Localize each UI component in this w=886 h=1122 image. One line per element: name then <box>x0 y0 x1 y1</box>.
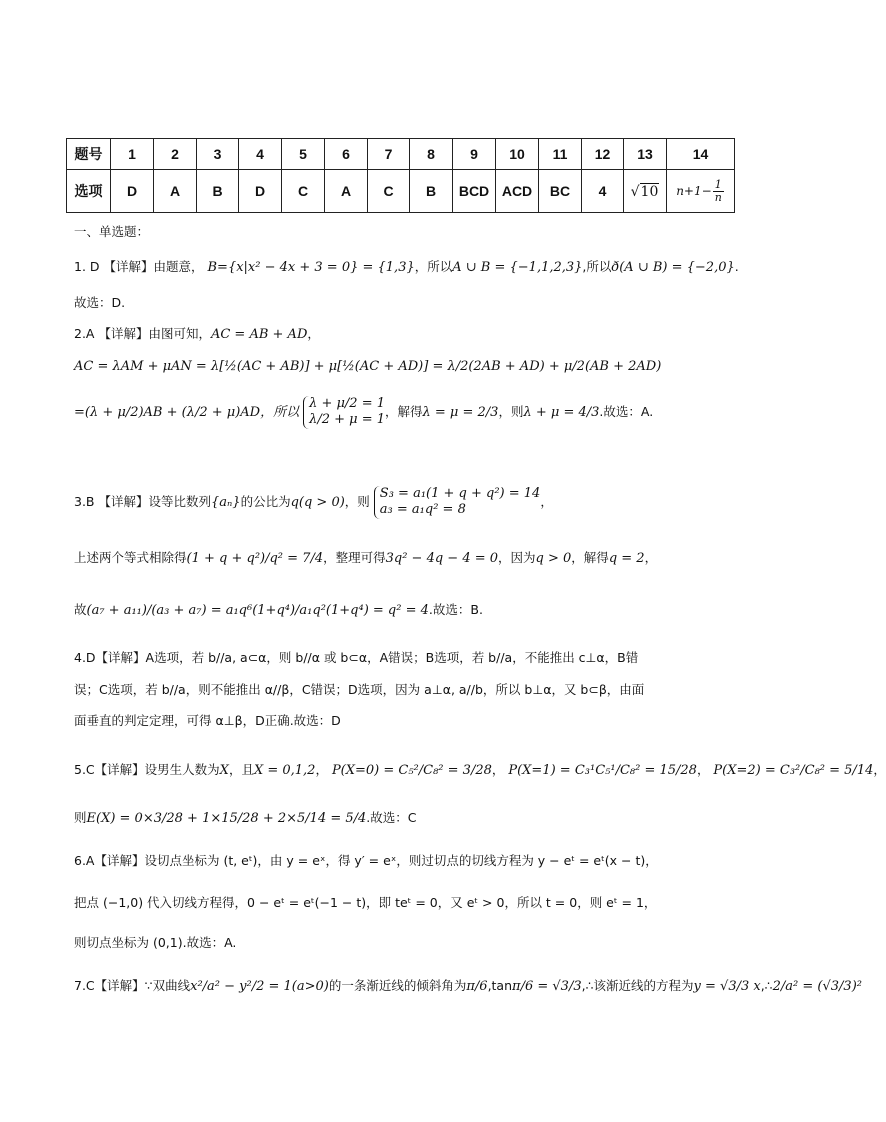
number-cell: 4 <box>239 139 282 170</box>
number-cell: 10 <box>496 139 539 170</box>
answer-cell-13: √10 <box>624 170 667 213</box>
section-heading: 一、单选题： <box>74 224 150 239</box>
q1-union: A ∪ B = {−1,1,2,3} <box>452 260 583 275</box>
q2-text: ， <box>307 326 320 341</box>
q2-text: .故选：A. <box>599 403 654 419</box>
q5-variable: X <box>219 763 229 778</box>
q3-solution: q = 2 <box>608 551 645 566</box>
q7-tan-value: π/6 = √3/3 <box>512 979 582 994</box>
ans14-denominator: n <box>714 190 722 204</box>
q3-divide: (1 + q + q²)/q² = 7/4 <box>186 551 324 566</box>
q5-line1: 5.C【详解】设男生人数为X，且X = 0,1,2， P(X=0) = C₅²/C₈² = 3/28， P(X=1) = C₃¹C₅¹/C₈² = 15/28， P(X=2) = C₃²/C₈² = 5/14， <box>74 762 886 778</box>
q1-text: . <box>734 259 739 274</box>
sqrt-radicand: 10 <box>640 183 659 200</box>
q3-line3 <box>74 600 483 618</box>
q7-text: ,∴ <box>760 978 773 993</box>
q3-sys-eq1: S₃ = a₁(1 + q + q²) = 14 <box>379 486 541 501</box>
q3-text: ，则 <box>344 493 370 509</box>
q2-combined: =(λ + μ/2)AB + (λ/2 + μ)AD，所以 <box>74 404 300 420</box>
q2-line3 <box>74 396 653 429</box>
number-cell: 6 <box>325 139 368 170</box>
answer-label: 选项 <box>67 170 111 213</box>
q5-text: ，且 <box>228 762 254 777</box>
q1-complement: ð <box>611 260 620 275</box>
answer-cell: BCD <box>453 170 496 213</box>
answer-cell: C <box>282 170 325 213</box>
q6-line3: 则切点坐标为 (0,1).故选：A. <box>74 935 237 950</box>
q4-line2: 误；C选项，若 b//a，则不能推出 α//β，C错误；D选项，因为 a⊥α, a//b，所以 b⊥α，又 b⊂β，由面 <box>74 682 645 697</box>
q5-p1: P(X=1) = C₃¹C₅¹/C₈² = 15/28 <box>508 763 697 778</box>
number-cell: 12 <box>582 139 624 170</box>
number-cell: 7 <box>368 139 410 170</box>
answer-cell: D <box>111 170 154 213</box>
q3-ratio: q(q > 0) <box>290 494 345 510</box>
answer-cell: BC <box>539 170 582 213</box>
q7-hyperbola: x²/a² − y²/2 = 1(a>0) <box>190 979 329 994</box>
q3-text: ， <box>540 493 553 509</box>
q2-text: ，则 <box>498 403 524 419</box>
q3-equation-system <box>374 486 541 519</box>
q2-eq1: AC = AB + AD <box>210 327 308 342</box>
q1-complement-result: (A ∪ B) = {−2,0} <box>619 260 735 275</box>
q4-line3: 面垂直的判定定理，可得 α⊥β，D正确.故选：D <box>74 713 341 728</box>
number-cell: 3 <box>197 139 239 170</box>
q2-line2 <box>74 358 661 374</box>
q7-line1 <box>74 976 862 994</box>
q5-p0: P(X=0) = C₅²/C₈² = 3/28 <box>331 763 492 778</box>
q5-text: 设男生人数为 <box>144 762 220 777</box>
q3-label: 3.B 【详解】 <box>74 493 149 509</box>
q2-label: 2.A 【详解】 <box>74 326 149 341</box>
q7-text: 的一条渐近线的倾斜角为 <box>328 978 467 993</box>
q3-text: .故选：B. <box>428 602 483 617</box>
q5-label: 5.C【详解】 <box>74 762 145 777</box>
answer-cell: D <box>239 170 282 213</box>
number-cell: 14 <box>667 139 735 170</box>
q2-solution: λ = μ = 2/3 <box>422 404 499 420</box>
q2-sum: λ + μ = 4/3 <box>523 404 600 420</box>
q7-text: ,tan <box>487 978 513 993</box>
q3-text: 故 <box>74 602 87 617</box>
q7-asymptote: y = √3/3 x <box>693 979 761 994</box>
q1-set-b: B={x|x² − 4x + 3 = 0} = {1,3} <box>207 260 415 275</box>
q2-text: ，解得 <box>385 403 423 419</box>
q6-line2: 把点 (−1,0) 代入切线方程得，0 − eᵗ = eᵗ(−1 − t)，即 teᵗ = 0，又 eᵗ > 0，所以 t = 0，则 eᵗ = 1， <box>74 895 657 910</box>
answer-cell: 4 <box>582 170 624 213</box>
q3-line1 <box>74 486 553 519</box>
header-label: 题号 <box>67 139 111 170</box>
q5-values: X = 0,1,2 <box>253 763 316 778</box>
answer-cell: A <box>325 170 368 213</box>
q4-line1: 4.D【详解】A选项，若 b//a, a⊂α，则 b//α 或 b⊂α，A错误；B选项，若 b//a，不能推出 c⊥α，B错 <box>74 650 639 665</box>
number-cell: 1 <box>111 139 154 170</box>
q2-vector-expansion: AC = λAM + μAN = λ[½(AC + AB)] + μ[½(AC + AD)] = λ/2(2AB + AD) + μ/2(AB + 2AD) <box>74 359 662 374</box>
answer-cell-14 <box>667 170 735 213</box>
q5-line2 <box>74 808 417 826</box>
number-cell: 9 <box>453 139 496 170</box>
ans14-numerator: 1 <box>713 179 724 192</box>
ans14-prefix: n+1− <box>676 183 712 198</box>
q2-sys-eq2: λ/2 + μ = 1 <box>309 412 386 428</box>
answer-cell: C <box>368 170 410 213</box>
q5-text: .故选：C <box>366 810 417 825</box>
table-row-answers <box>67 170 735 213</box>
q3-ratio-expression: (a₇ + a₁₁)/(a₃ + a₇) = a₁q⁶(1+q⁴)/a₁q²(1+q⁴) = q² = 4 <box>86 603 429 618</box>
q3-text: 设等比数列 <box>148 493 211 509</box>
q5-expectation: E(X) = 0×3/28 + 1×15/28 + 2×5/14 = 5/4 <box>86 811 367 826</box>
table-row-numbers <box>67 139 735 170</box>
q3-quadratic: 3q² − 4q − 4 = 0 <box>385 551 499 566</box>
answer-cell: A <box>154 170 197 213</box>
q1-conclusion: 故选：D. <box>74 295 126 310</box>
q1-text: ,所以 <box>582 259 612 274</box>
q3-text: ， <box>644 550 658 565</box>
q6-line1: 6.A【详解】设切点坐标为 (t, eᵗ)，由 y = eˣ，得 y′ = eˣ，则过切点的切线方程为 y − eᵗ = eᵗ(x − t)， <box>74 853 658 868</box>
q2-line1 <box>74 324 320 342</box>
q3-sequence: {aₙ} <box>211 494 241 510</box>
q3-line2 <box>74 548 657 566</box>
answer-cell: B <box>197 170 239 213</box>
q2-text: 由图可知， <box>148 326 211 341</box>
q1-label: 1. D 【详解】 <box>74 259 154 274</box>
q3-sys-eq2: a₃ = a₁q² = 8 <box>379 502 466 518</box>
number-cell: 11 <box>539 139 582 170</box>
q3-condition: q > 0 <box>535 551 572 566</box>
q2-equation-system <box>303 396 385 429</box>
q3-text: ，因为 <box>498 550 536 565</box>
q3-text: 上述两个等式相除得 <box>74 550 187 565</box>
q5-p2: P(X=2) = C₃²/C₈² = 5/14 <box>713 763 874 778</box>
q5-text: 则 <box>74 810 87 825</box>
q7-tail: 2/a² = (√3/3)² <box>772 979 862 994</box>
q7-angle: π/6 <box>466 979 488 994</box>
answer-cell: ACD <box>496 170 539 213</box>
q7-text: ,∴该渐近线的方程为 <box>581 978 694 993</box>
q3-text: ，解得 <box>571 550 609 565</box>
q7-text: ∵双曲线 <box>144 978 191 993</box>
q1-text: 由题意， <box>153 259 204 274</box>
q2-sys-eq1: λ + μ/2 = 1 <box>309 396 386 411</box>
q3-text: 的公比为 <box>240 493 291 509</box>
q7-label: 7.C【详解】 <box>74 978 145 993</box>
number-cell: 8 <box>410 139 453 170</box>
q1-line <box>74 257 739 275</box>
number-cell: 5 <box>282 139 325 170</box>
q1-text: ，所以 <box>414 259 453 274</box>
q3-text: ，整理可得 <box>323 550 386 565</box>
answer-cell: B <box>410 170 453 213</box>
number-cell: 2 <box>154 139 197 170</box>
answer-table <box>66 138 735 213</box>
number-cell: 13 <box>624 139 667 170</box>
